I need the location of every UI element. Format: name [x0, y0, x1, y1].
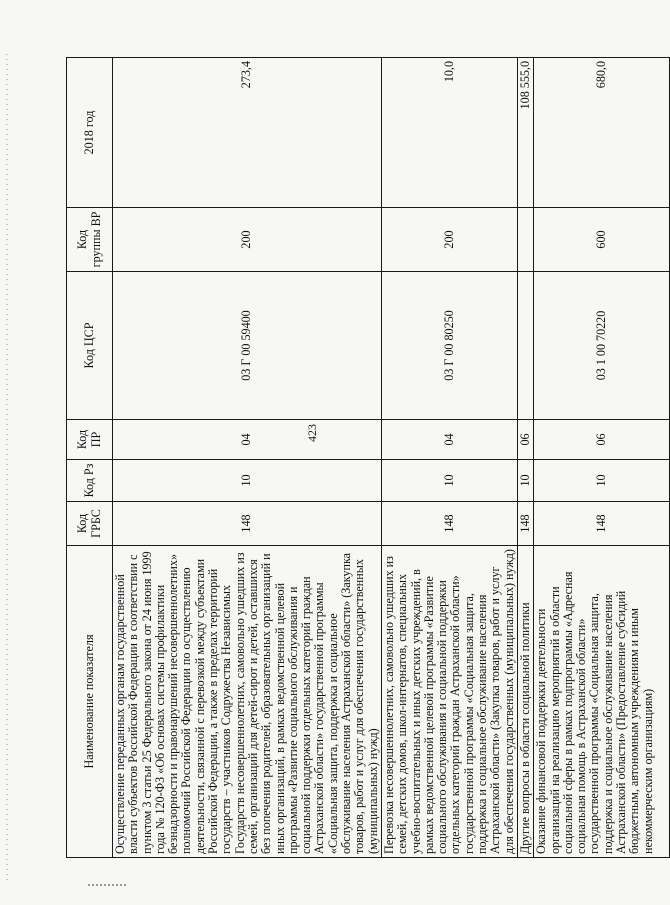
budget-table-rotated [66, 58, 655, 858]
header-csr: Код ЦСР [67, 272, 113, 420]
header-rz: Код Рз [67, 460, 113, 502]
cell-name: Оказание финансовой поддержки деятельности организаций на реализацию мероприятий в области социальной сферы в рамках подпрограммы «Адресная социальная помощь в Астраханской области» государственной программы «Социальная защита, поддержка и социальное обслуживание населения Астраханской области» (Предоставление субсидий бюджетным, автономным учреждениям и иным некоммерческим организациям) [534, 546, 670, 858]
cell-vr: 200 [381, 208, 517, 272]
cell-vr: 600 [534, 208, 670, 272]
cell-name: Другие вопросы в области социальной политики [517, 546, 533, 858]
cell-vr: 200 [113, 208, 382, 272]
table-row [113, 58, 382, 858]
table-row [517, 58, 533, 858]
cell-year: 680,0 [534, 58, 670, 208]
header-row [67, 58, 113, 858]
cell-rz: 10 [517, 460, 533, 502]
header-vr: Код группы ВР [67, 208, 113, 272]
table-row [381, 58, 517, 858]
cell-rz: 10 [113, 460, 382, 502]
cell-csr [517, 272, 533, 420]
header-year: 2018 год [67, 58, 113, 208]
cell-name: Осуществление переданных органам государственной власти субъектов Российской Федерации в соответствии с пунктом 3 статьи 25 Федерального закона от 24 июня 1999 года № 120-ФЗ «Об основах системы профилактики безнадзорности и правонарушений несовершеннолетних» полномочий Российской Федерации по осуществлению деятельности, связанной с перевозкой между субъектами Российской Федерации, а также в пределах территорий государств – участников Содружества Независимых Государств несовершеннолетних, самовольно ушедших из семей, организаций для детей-сирот и детей, оставшихся без попечения родителей, образовательных организаций и иных организаций, в рамках ведомственной целевой программы «Развитие социального обслуживания и социальной поддержки отдельных категорий граждан Астраханской области» государственной программы «Социальная защита, поддержка и социальное обслуживание населения Астраханской области» (Закупка товаров, работ и услуг для обеспечения государственных (муниципальных) нужд) [113, 546, 382, 858]
scan-artifact [88, 884, 126, 886]
cell-grbs: 148 [534, 502, 670, 546]
scan-edge [6, 54, 8, 884]
cell-year: 10,0 [381, 58, 517, 208]
cell-rz: 10 [381, 460, 517, 502]
cell-pr: 04 [381, 420, 517, 460]
cell-year: 273,4 [113, 58, 382, 208]
cell-grbs: 148 [381, 502, 517, 546]
cell-pr: 04 [113, 420, 382, 460]
cell-rz: 10 [534, 460, 670, 502]
cell-year: 108 555,0 [517, 58, 533, 208]
table-row [534, 58, 670, 858]
cell-csr: 03 Г 00 59400 [113, 272, 382, 420]
header-grbs: Код ГРБС [67, 502, 113, 546]
budget-table [66, 57, 670, 858]
page-number: 423 [305, 424, 319, 442]
cell-csr: 03 Г 00 80250 [381, 272, 517, 420]
cell-csr: 03 1 00 70220 [534, 272, 670, 420]
cell-grbs: 148 [517, 502, 533, 546]
cell-vr [517, 208, 533, 272]
cell-name: Перевозка несовершеннолетних, самовольно ушедших из семей, детских домов, школ-интернатов, специальных учебно-воспитательных и иных детских учреждений, в рамках ведомственной целевой программы «Развитие социального обслуживания и социальной поддержки отдельных категорий граждан Астраханской области» государственной программы «Социальная защита, поддержка и социальное обслуживание населения Астраханской области» (Закупка товаров, работ и услуг для обеспечения государственных (муниципальных) нужд) [381, 546, 517, 858]
cell-pr: 06 [534, 420, 670, 460]
header-name: Наименование показателя [67, 546, 113, 858]
cell-pr: 06 [517, 420, 533, 460]
header-pr: Код ПР [67, 420, 113, 460]
cell-grbs: 148 [113, 502, 382, 546]
